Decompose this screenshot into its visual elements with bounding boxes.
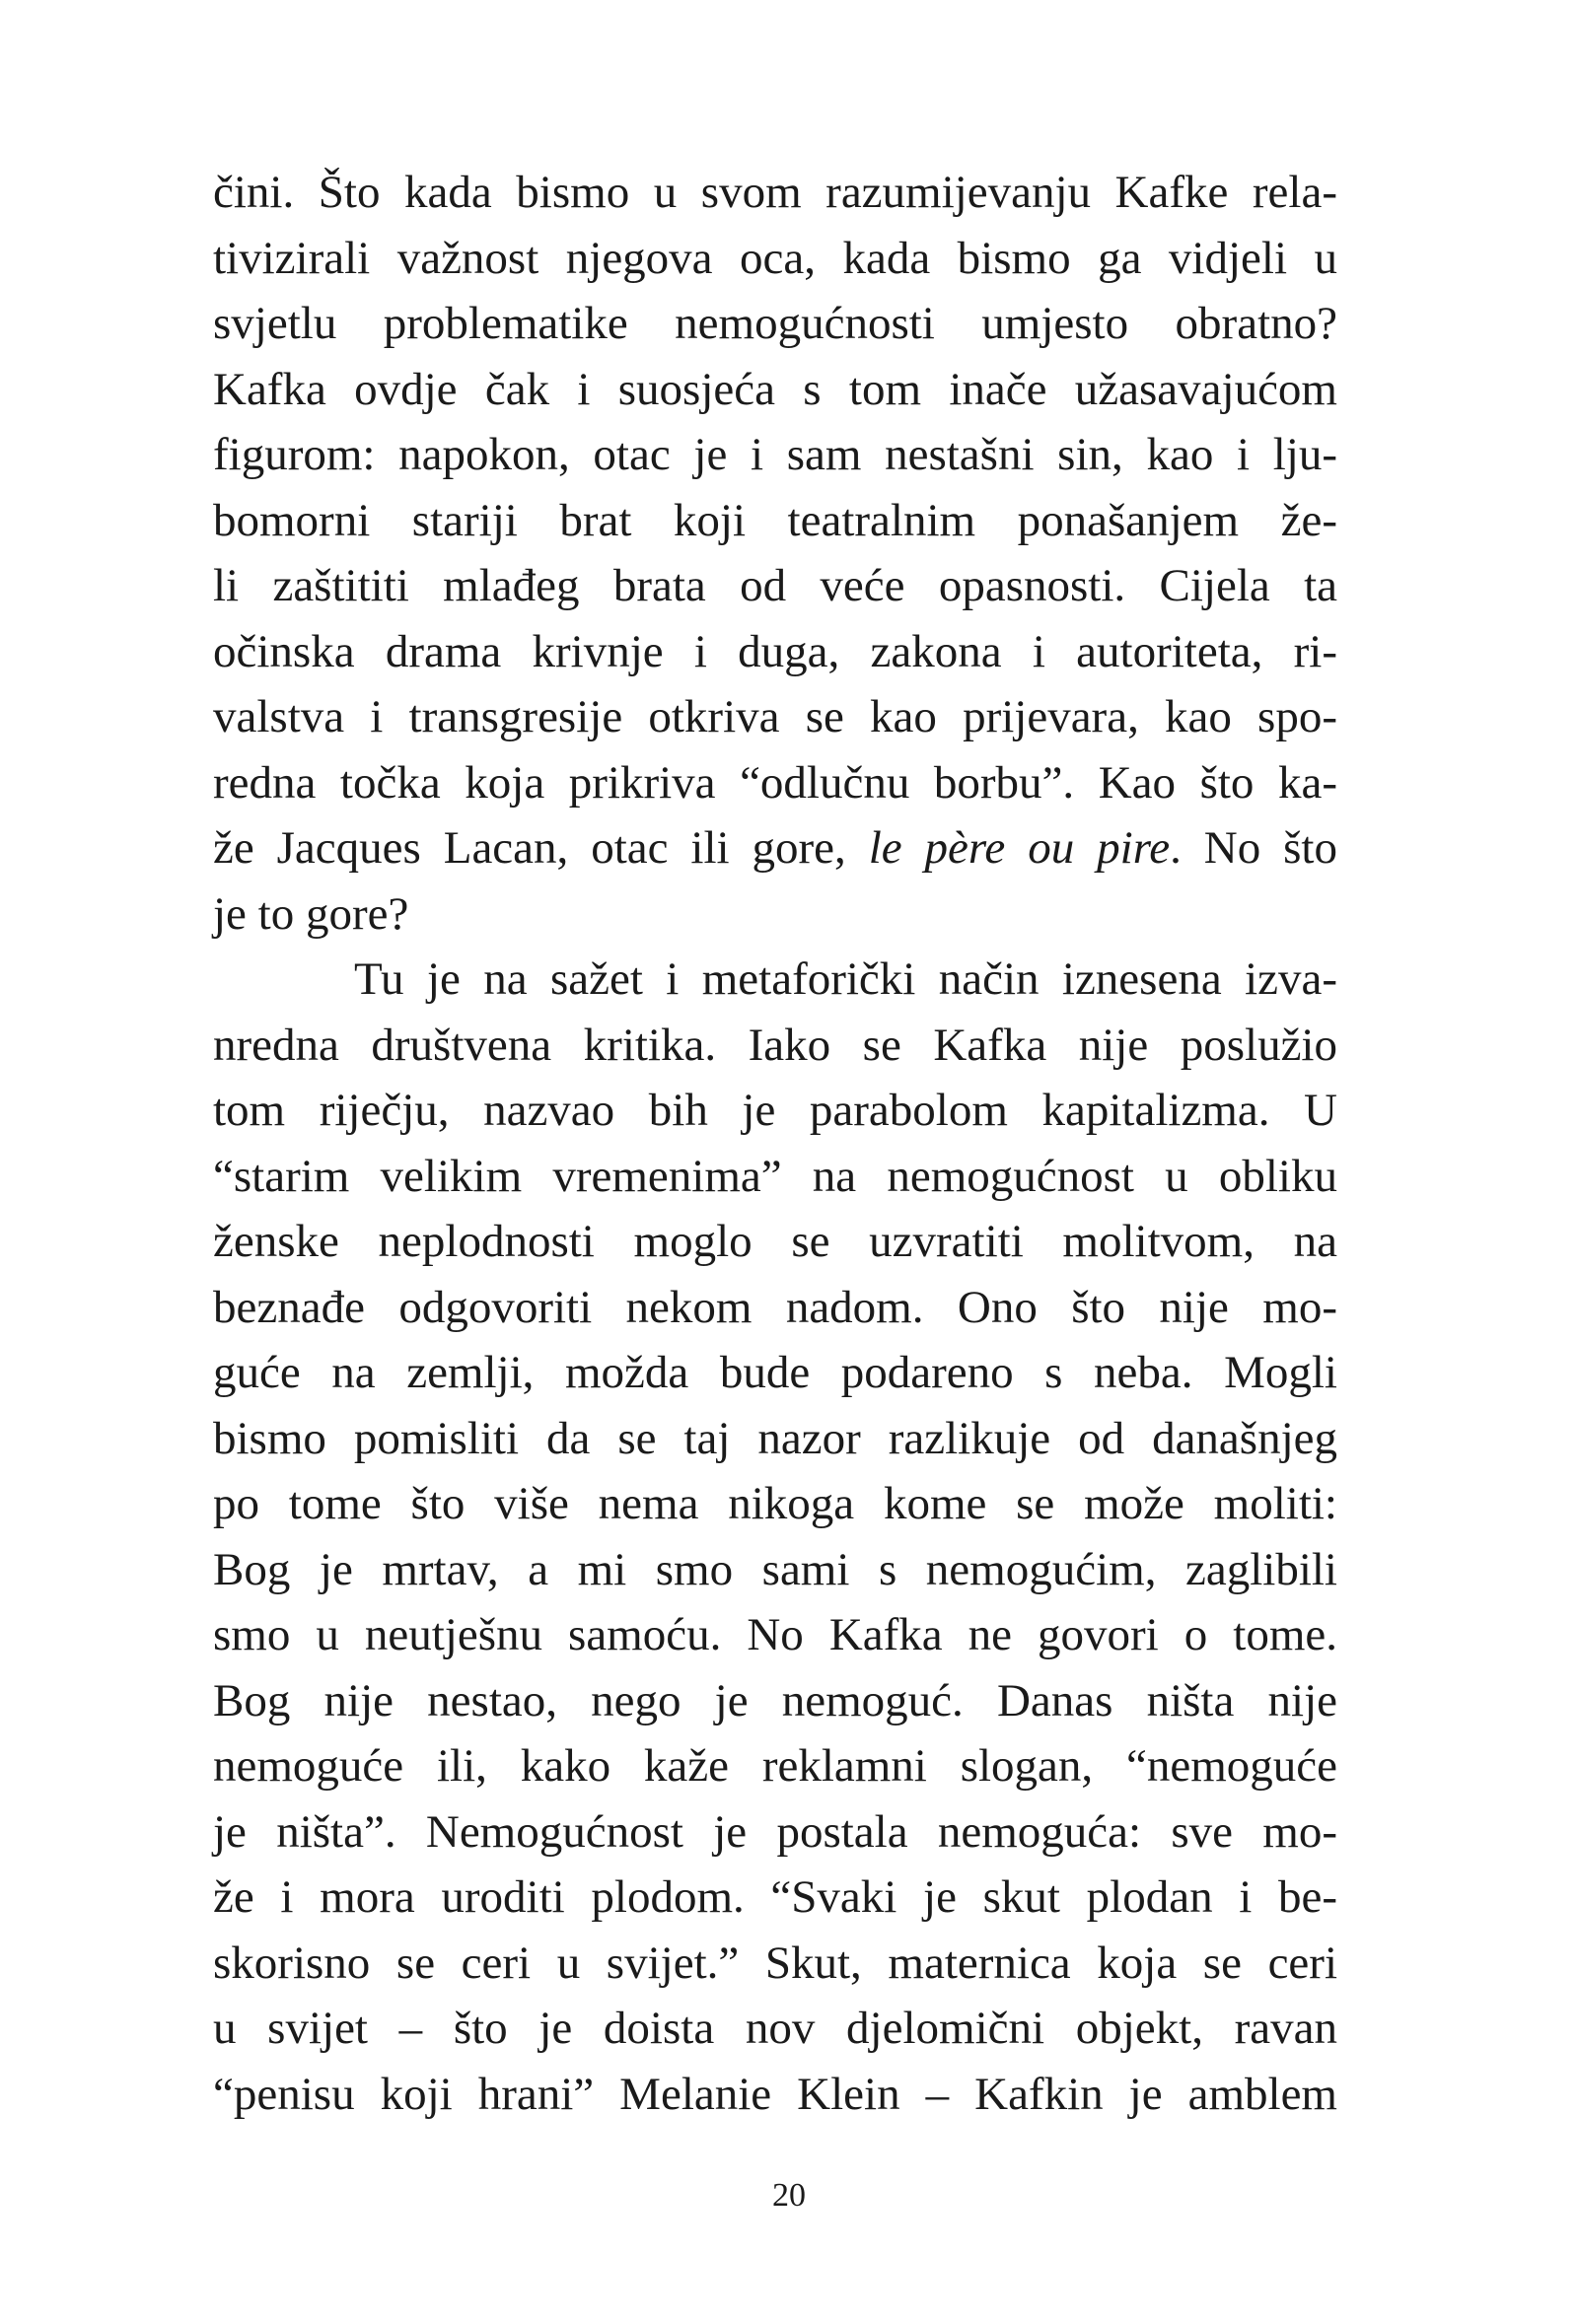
text-segment: po tome što više nema nikoga kome se može moliti: [213,1478,1337,1529]
text-line [213,1078,1337,1144]
text-segment: čini. Što kada bismo u svom razumijevanju Kafke rela- [213,167,1337,218]
text-line [213,1406,1337,1472]
text-line [213,488,1337,554]
text-segment: bomorni stariji brat koji teatralnim ponašanjem že- [213,494,1337,546]
text-segment: . No što [1170,822,1337,874]
text-segment: beznađe odgovoriti nekom nadom. Ono što nije mo- [213,1281,1337,1333]
text-segment: nredna društvena kritika. Iako se Kafka nije poslužio [213,1019,1337,1071]
text-line [213,619,1337,685]
text-segment: valstva i transgresije otkriva se kao prijevara, kao spo- [213,691,1337,742]
text-segment: figurom: napokon, otac je i sam nestašni sin, kao i lju- [213,429,1337,480]
text-segment: tom riječju, nazvao bih je parabolom kapitalizma. U [213,1085,1337,1136]
text-segment: nemoguće ili, kako kaže reklamni slogan, “nemoguće [213,1740,1337,1792]
text-segment: Tu je na sažet i metaforički način iznesena izva- [354,953,1337,1005]
text-segment: očinska drama krivnje i duga, zakona i autoriteta, ri- [213,625,1337,677]
text-segment: smo u neutješnu samoću. No Kafka ne govori o tome. [213,1609,1337,1660]
text-line [213,881,1337,948]
text-line [213,553,1337,619]
text-line [213,1865,1337,1931]
text-segment: redna točka koja prikriva “odlučnu borbu”. Kao što ka- [213,756,1337,809]
text-line [213,422,1337,488]
text-line [213,1275,1337,1341]
text-line [213,291,1337,357]
text-segment: “penisu koji hrani” Melanie Klein – Kafkin je amblem [213,2068,1337,2120]
text-line [213,1996,1337,2062]
text-segment: Kafka ovdje čak i suosjeća s tom inače užasavajućom [213,363,1337,415]
text-line [213,815,1337,881]
text-line [213,1340,1337,1406]
body-text [213,160,1337,2127]
text-segment: Bog je mrtav, a mi smo sami s nemogućim, zaglibili [213,1543,1337,1595]
text-line [213,1733,1337,1799]
text-line [213,226,1337,292]
text-segment: Bog nije nestao, nego je nemoguć. Danas ništa nije [213,1674,1337,1726]
text-line [213,947,1337,1013]
text-line [213,1144,1337,1210]
text-line [213,1931,1337,1997]
text-segment: “starim velikim vremenima” na nemogućnost u obliku [213,1150,1337,1202]
text-line [213,1799,1337,1866]
text-segment: li zaštititi mlađeg brata od veće opasnosti. Cijela ta [213,560,1337,611]
text-segment: u svijet – što je doista nov djelomični objekt, ravan [213,2003,1337,2054]
text-segment: tivizirali važnost njegova oca, kada bismo ga vidjeli u [213,232,1337,284]
text-line [213,684,1337,750]
text-segment: ženske neplodnosti moglo se uzvratiti molitvom, na [213,1216,1337,1267]
text-line [213,1209,1337,1275]
text-line [213,1471,1337,1537]
text-segment: že i mora uroditi plodom. “Svaki je skut plodan i be- [213,1871,1337,1923]
text-segment: je ništa”. Nemogućnost je postala nemoguća: sve mo- [213,1805,1337,1858]
page-number: 20 [772,2177,806,2214]
text-segment: svjetlu problematike nemogućnosti umjesto obratno? [213,298,1337,349]
text-line [213,160,1337,226]
text-line [213,750,1337,816]
text-line [213,1602,1337,1668]
italic-phrase: le père ou pire [868,822,1171,874]
text-segment: guće na zemlji, možda bude podareno s neba. Mogli [213,1347,1337,1398]
text-segment: skorisno se ceri u svijet.” Skut, maternica koja se ceri [213,1937,1337,1989]
text-segment: že Jacques Lacan, otac ili gore, [213,822,869,874]
text-segment: je to gore? [213,887,409,940]
text-line [213,1668,1337,1734]
text-line [213,1013,1337,1079]
text-line [213,2062,1337,2128]
text-line [213,1537,1337,1603]
text-segment: bismo pomisliti da se taj nazor razlikuje od današnjeg [213,1412,1337,1464]
text-line [213,357,1337,423]
